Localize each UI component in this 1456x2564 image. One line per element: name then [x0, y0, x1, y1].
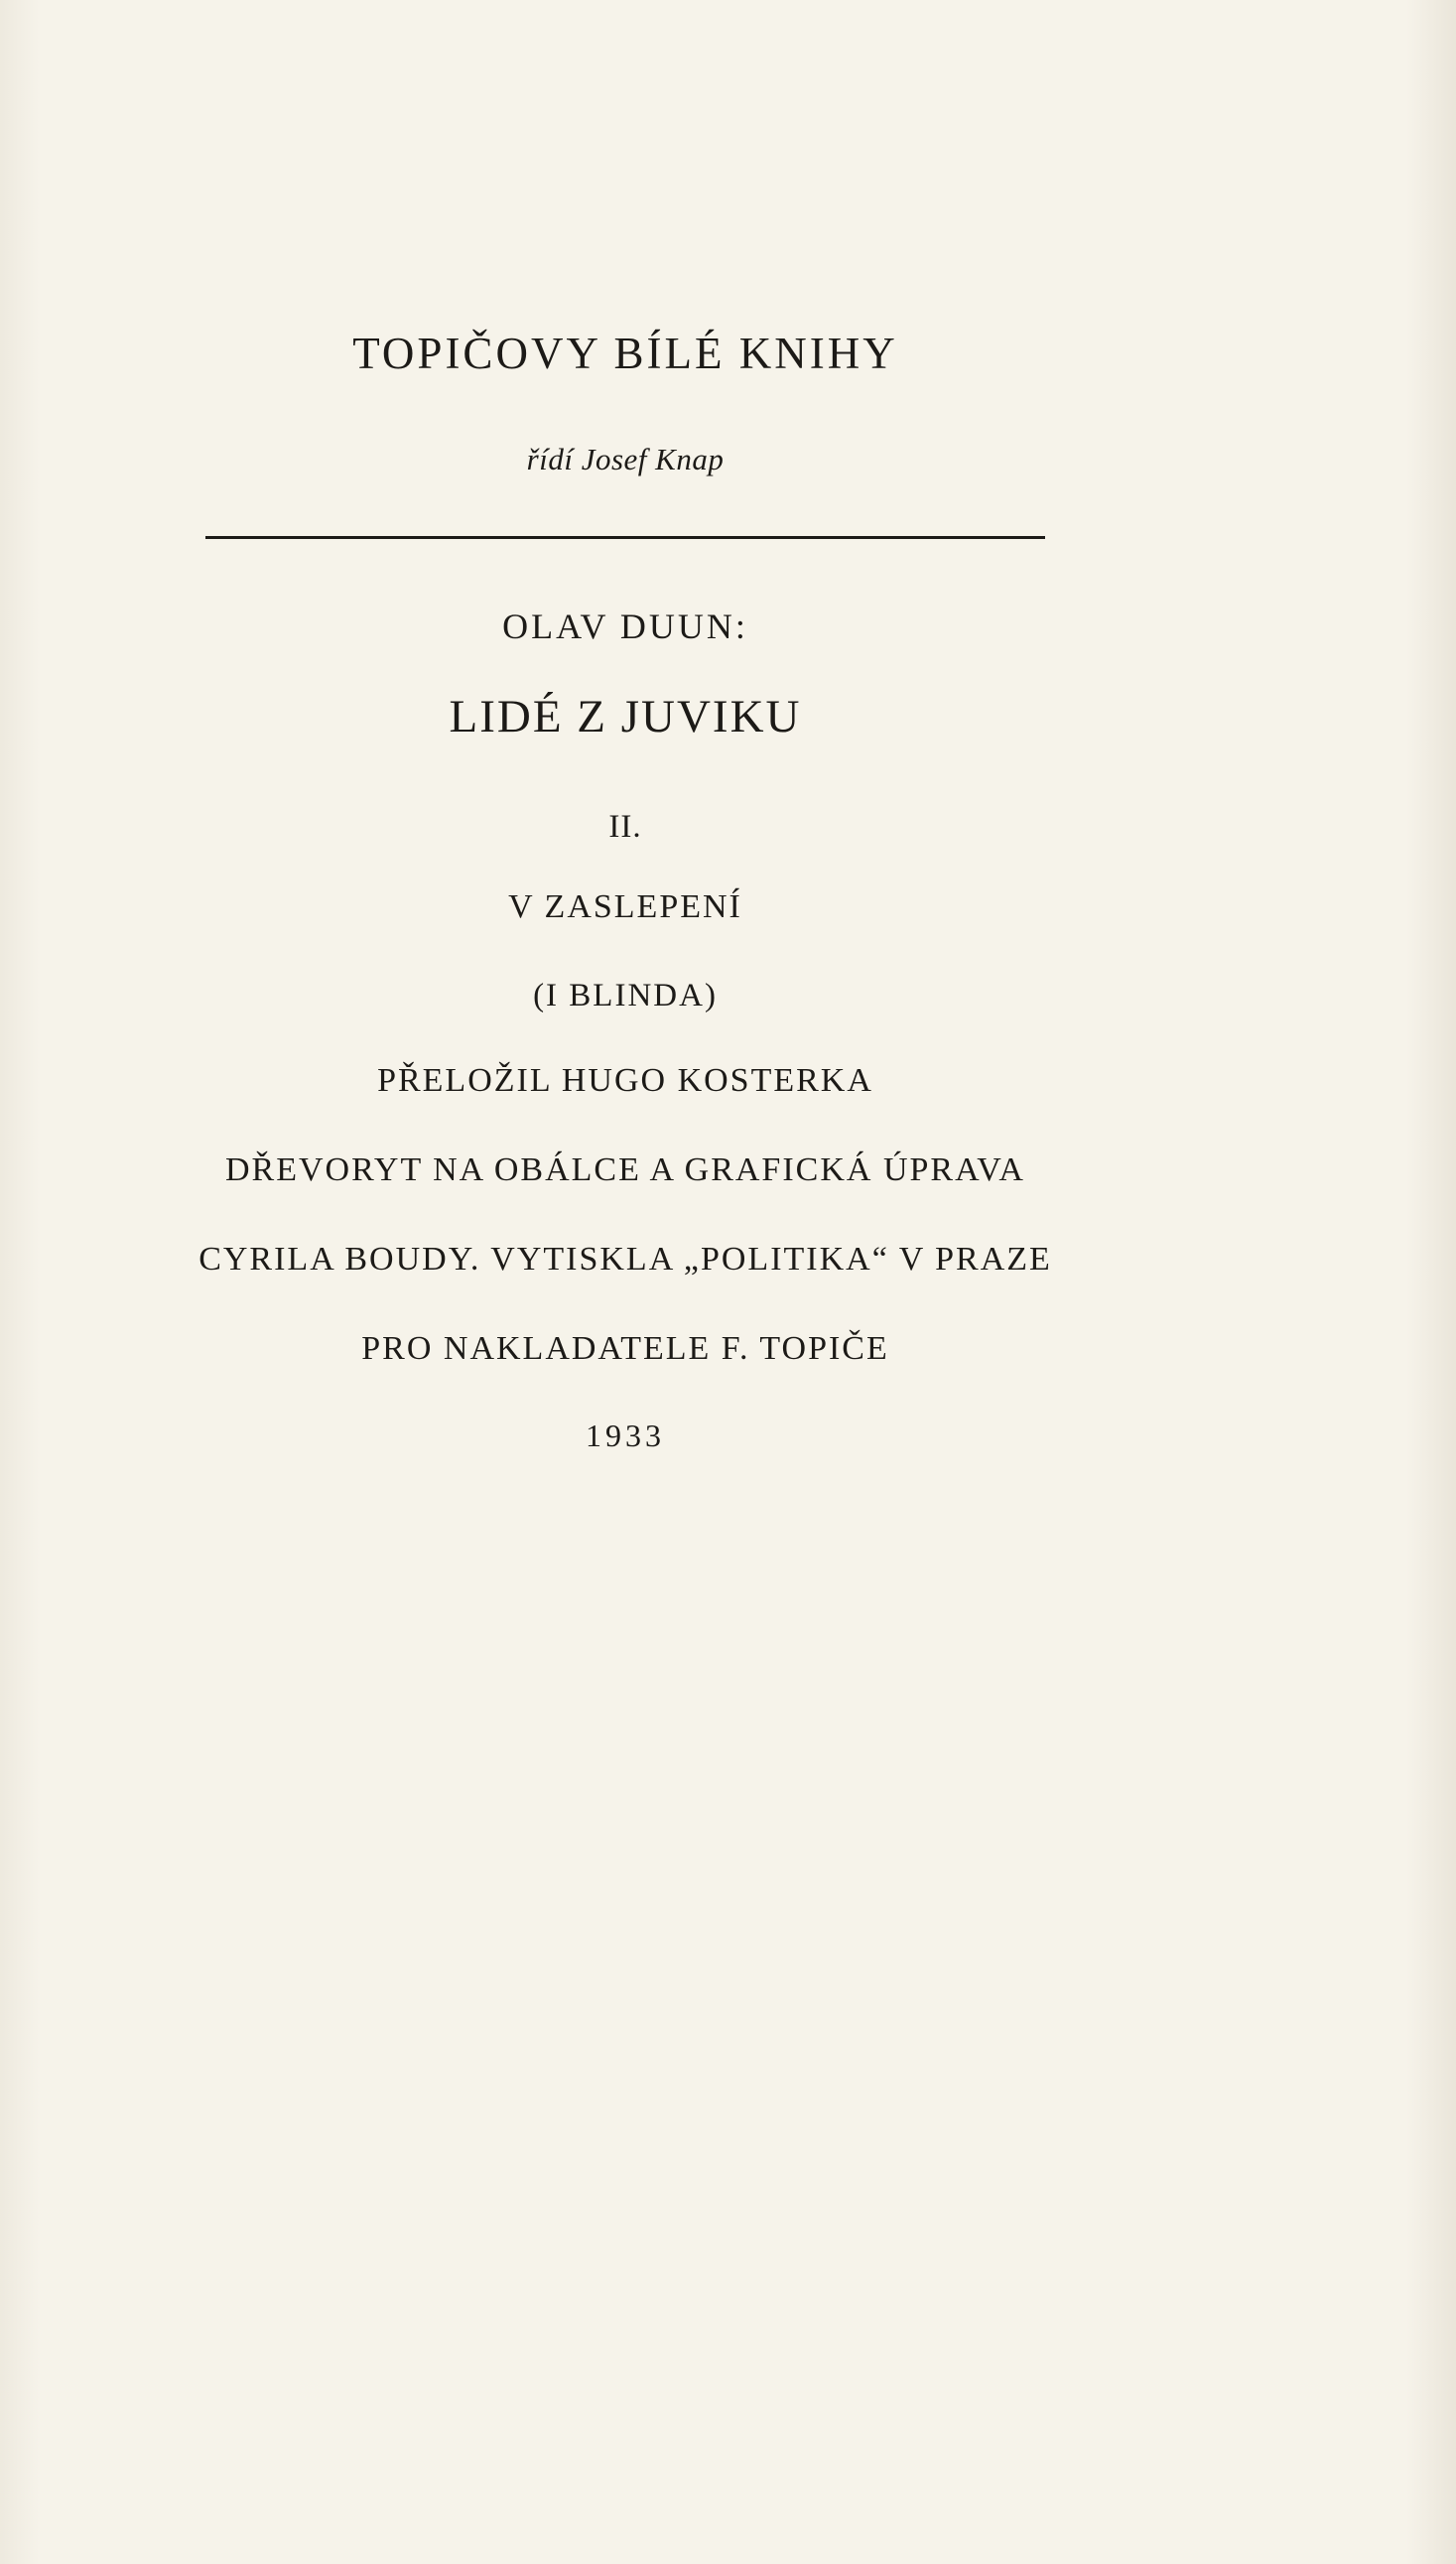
- author-name: OLAV DUUN:: [502, 607, 748, 646]
- series-editor: řídí Josef Knap: [526, 442, 725, 476]
- design-credit: DŘEVORYT NA OBÁLCE A GRAFICKÁ ÚPRAVA: [225, 1151, 1025, 1188]
- volume-number: II.: [608, 809, 642, 845]
- original-title: (I BLINDA): [533, 978, 718, 1013]
- book-title: LIDÉ Z JUVIKU: [449, 691, 802, 742]
- publisher-credit: PRO NAKLADATELE F. TOPIČE: [361, 1330, 889, 1367]
- series-title: TOPIČOVY BÍLÉ KNIHY: [352, 329, 898, 378]
- publication-year: 1933: [586, 1417, 665, 1453]
- divider-rule: [205, 536, 1045, 539]
- part-title: V ZASLEPENÍ: [508, 888, 742, 925]
- printer-credit: CYRILA BOUDY. VYTISKLA „POLITIKA“ V PRAZE: [199, 1241, 1052, 1278]
- translator-credit: PŘELOŽIL HUGO KOSTERKA: [377, 1062, 873, 1099]
